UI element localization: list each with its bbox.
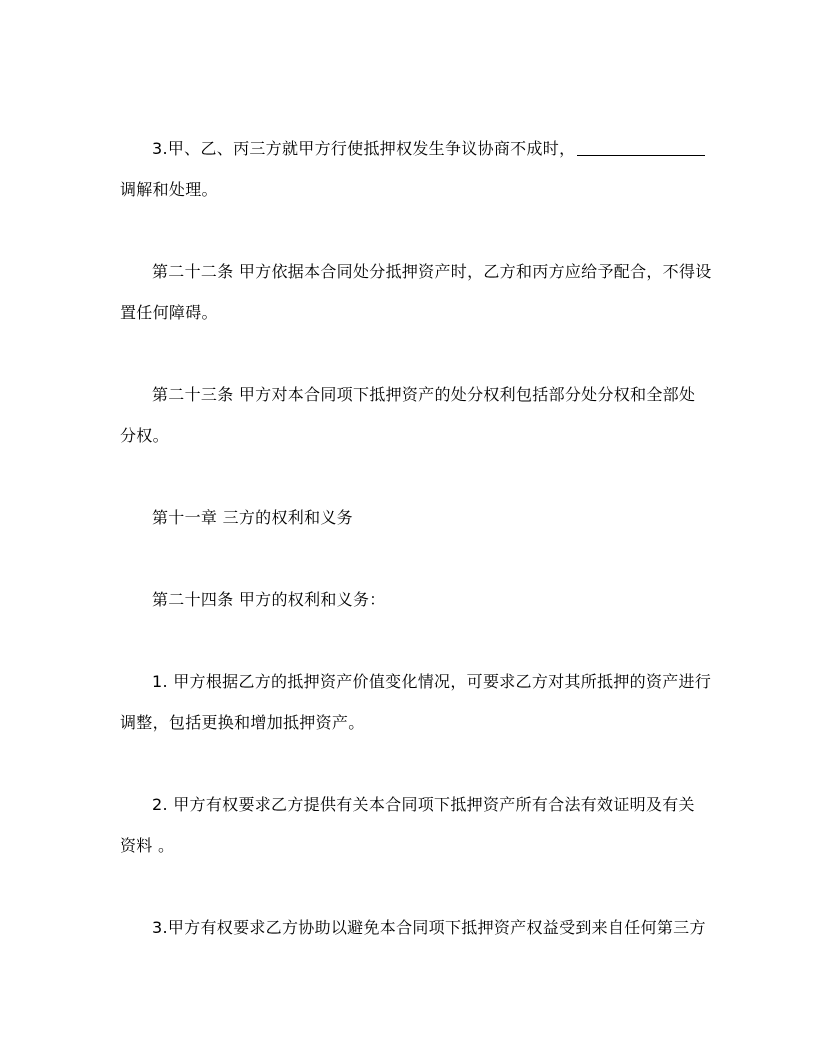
paragraph-item-2 — [120, 784, 700, 866]
paragraph-item-1 — [120, 661, 712, 743]
paragraph-line: 2. 甲方有权要求乙方提供有关本合同项下抵押资产所有合法有效证明及有关 — [152, 795, 695, 814]
paragraph-dispute-resolution — [120, 128, 700, 210]
paragraph-line — [120, 128, 700, 169]
paragraph-text: 3.甲、乙、丙三方就甲方行使抵押权发生争议协商不成时， — [152, 139, 576, 158]
paragraph-line: 置任何障碍。 — [120, 303, 218, 322]
paragraph-line: 第二十三条 甲方对本合同项下抵押资产的处分权利包括部分处分权和全部处 — [152, 385, 696, 404]
paragraph-line: 资料 。 — [120, 836, 175, 855]
paragraph-line: 1. 甲方根据乙方的抵押资产价值变化情况，可要求乙方对其所抵押的资产进行 — [152, 672, 712, 691]
paragraph-line: 第十一章 三方的权利和义务 — [152, 508, 353, 527]
paragraph-line: 第二十二条 甲方依据本合同处分抵押资产时，乙方和丙方应给予配合，不得设 — [152, 262, 712, 281]
chapter-heading — [120, 497, 700, 538]
paragraph-line: 分权。 — [120, 426, 169, 445]
paragraph-line: 3.甲方有权要求乙方协助以避免本合同项下抵押资产权益受到来自任何第三方 — [152, 918, 706, 937]
paragraph-line: 第二十四条 甲方的权利和义务： — [152, 590, 386, 609]
paragraph-line: 调整，包括更换和增加抵押资产。 — [120, 713, 365, 732]
paragraph-line: 调解和处理。 — [120, 180, 218, 199]
paragraph-article-23 — [120, 374, 700, 456]
paragraph-article-24 — [120, 579, 700, 620]
paragraph-item-3 — [120, 907, 706, 948]
fill-in-blank — [577, 154, 705, 156]
paragraph-article-22 — [120, 251, 712, 333]
